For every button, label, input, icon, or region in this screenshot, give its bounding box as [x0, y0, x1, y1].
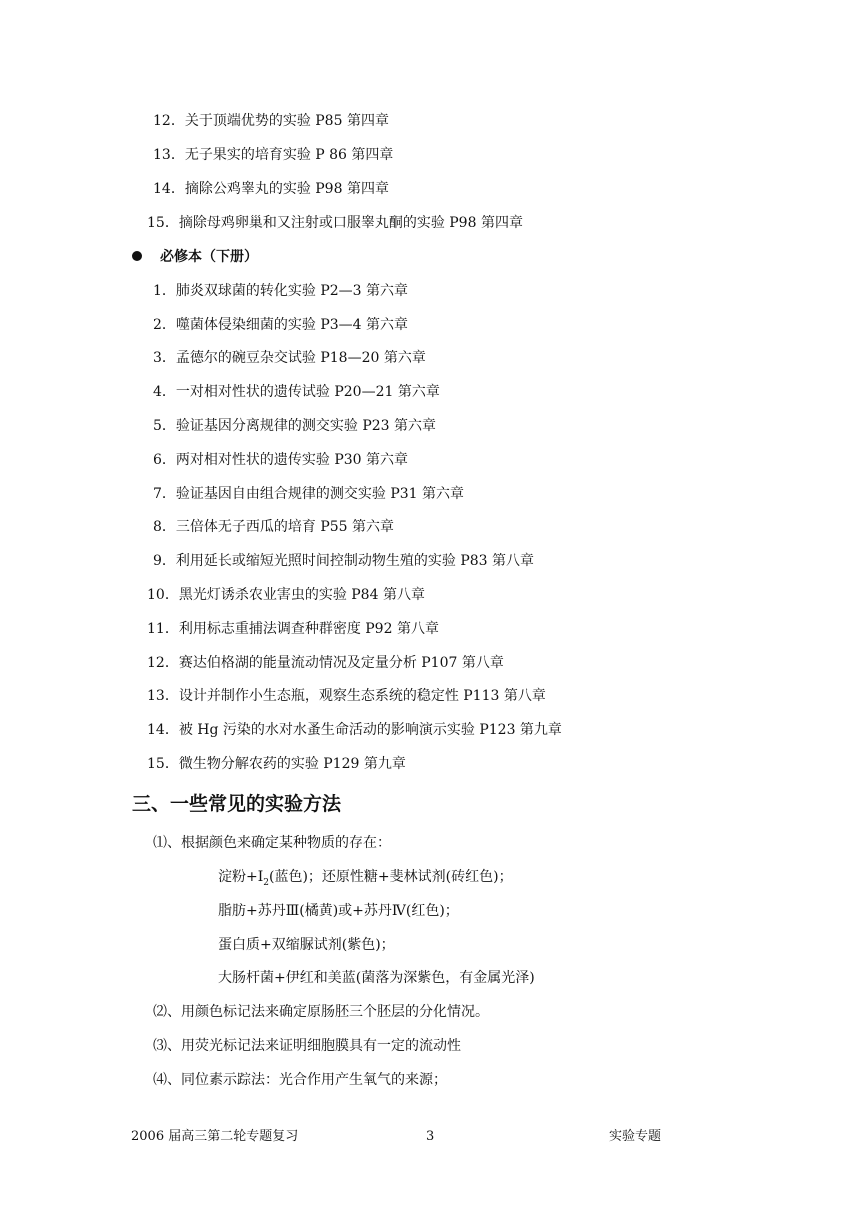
method-subitem-text: 淀粉+I — [218, 869, 264, 885]
subscript: 2 — [263, 877, 269, 888]
section-heading: 三、一些常见的实验方法 — [132, 793, 342, 815]
method-item: ⑴、根据颜色来确定某种物质的存在： — [153, 835, 391, 851]
experiment-item: 14．被 Hg 污染的水对水蚤生命活动的影响演示实验 P123 第九章 — [147, 722, 562, 738]
method-subitem: 大肠杆菌+伊红和美蓝(菌落为深紫色，有金属光泽) — [218, 970, 535, 986]
method-item: ⑵、用颜色标记法来确定原肠胚三个胚层的分化情况。 — [153, 1004, 489, 1020]
experiment-item: 8．三倍体无子西瓜的培育 P55 第六章 — [153, 519, 395, 535]
experiment-item: 12．关于顶端优势的实验 P85 第四章 — [153, 113, 389, 129]
method-subitem: 蛋白质+双缩脲试剂(紫色)； — [218, 937, 395, 953]
footer-left: 2006 届高三第二轮专题复习 — [131, 1129, 299, 1144]
method-subitem: 脂肪+苏丹Ⅲ(橘黄)或+苏丹Ⅳ(红色)； — [218, 903, 459, 919]
experiment-item: 1．肺炎双球菌的转化实验 P2—3 第六章 — [153, 283, 409, 299]
experiment-item: 2．噬菌体侵染细菌的实验 P3—4 第六章 — [153, 317, 409, 333]
subsection-heading — [132, 248, 258, 266]
experiment-item: 12．赛达伯格湖的能量流动情况及定量分析 P107 第八章 — [147, 655, 504, 671]
bullet-icon — [132, 251, 142, 261]
experiment-item: 7．验证基因自由组合规律的测交实验 P31 第六章 — [153, 486, 465, 502]
experiment-item: 13．无子果实的培育实验 P 86 第四章 — [153, 147, 394, 163]
subsection-heading-text: 必修本（下册） — [160, 249, 258, 265]
method-item: ⑶、用荧光标记法来证明细胞膜具有一定的流动性 — [153, 1038, 461, 1054]
experiment-item: 3．孟德尔的碗豆杂交试验 P18—20 第六章 — [153, 350, 426, 366]
footer-right: 实验专题 — [609, 1129, 662, 1144]
experiment-item: 11．利用标志重捕法调查种群密度 P92 第八章 — [147, 621, 439, 637]
experiment-item: 6．两对相对性状的遗传实验 P30 第六章 — [153, 452, 409, 468]
experiment-item: 10．黑光灯诱杀农业害虫的实验 P84 第八章 — [147, 587, 425, 603]
experiment-item: 15．微生物分解农药的实验 P129 第九章 — [147, 756, 406, 772]
experiment-item: 14．摘除公鸡睾丸的实验 P98 第四章 — [153, 181, 389, 197]
method-item: ⑷、同位素示踪法：光合作用产生氧气的来源； — [153, 1072, 447, 1088]
experiment-item: 15．摘除母鸡卵巢和又注射或口服睾丸酮的实验 P98 第四章 — [147, 215, 523, 231]
experiment-item: 9．利用延长或缩短光照时间控制动物生殖的实验 P83 第八章 — [153, 553, 535, 569]
method-subitem — [218, 868, 513, 892]
experiment-item: 5．验证基因分离规律的测交实验 P23 第六章 — [153, 418, 437, 434]
page-number: 3 — [426, 1129, 435, 1144]
experiment-item: 13．设计并制作小生态瓶，观察生态系统的稳定性 P113 第八章 — [147, 688, 546, 704]
experiment-item: 4．一对相对性状的遗传试验 P20—21 第六章 — [153, 384, 440, 400]
method-subitem-text: (蓝色)；还原性糖+斐林试剂(砖红色)； — [269, 869, 513, 885]
